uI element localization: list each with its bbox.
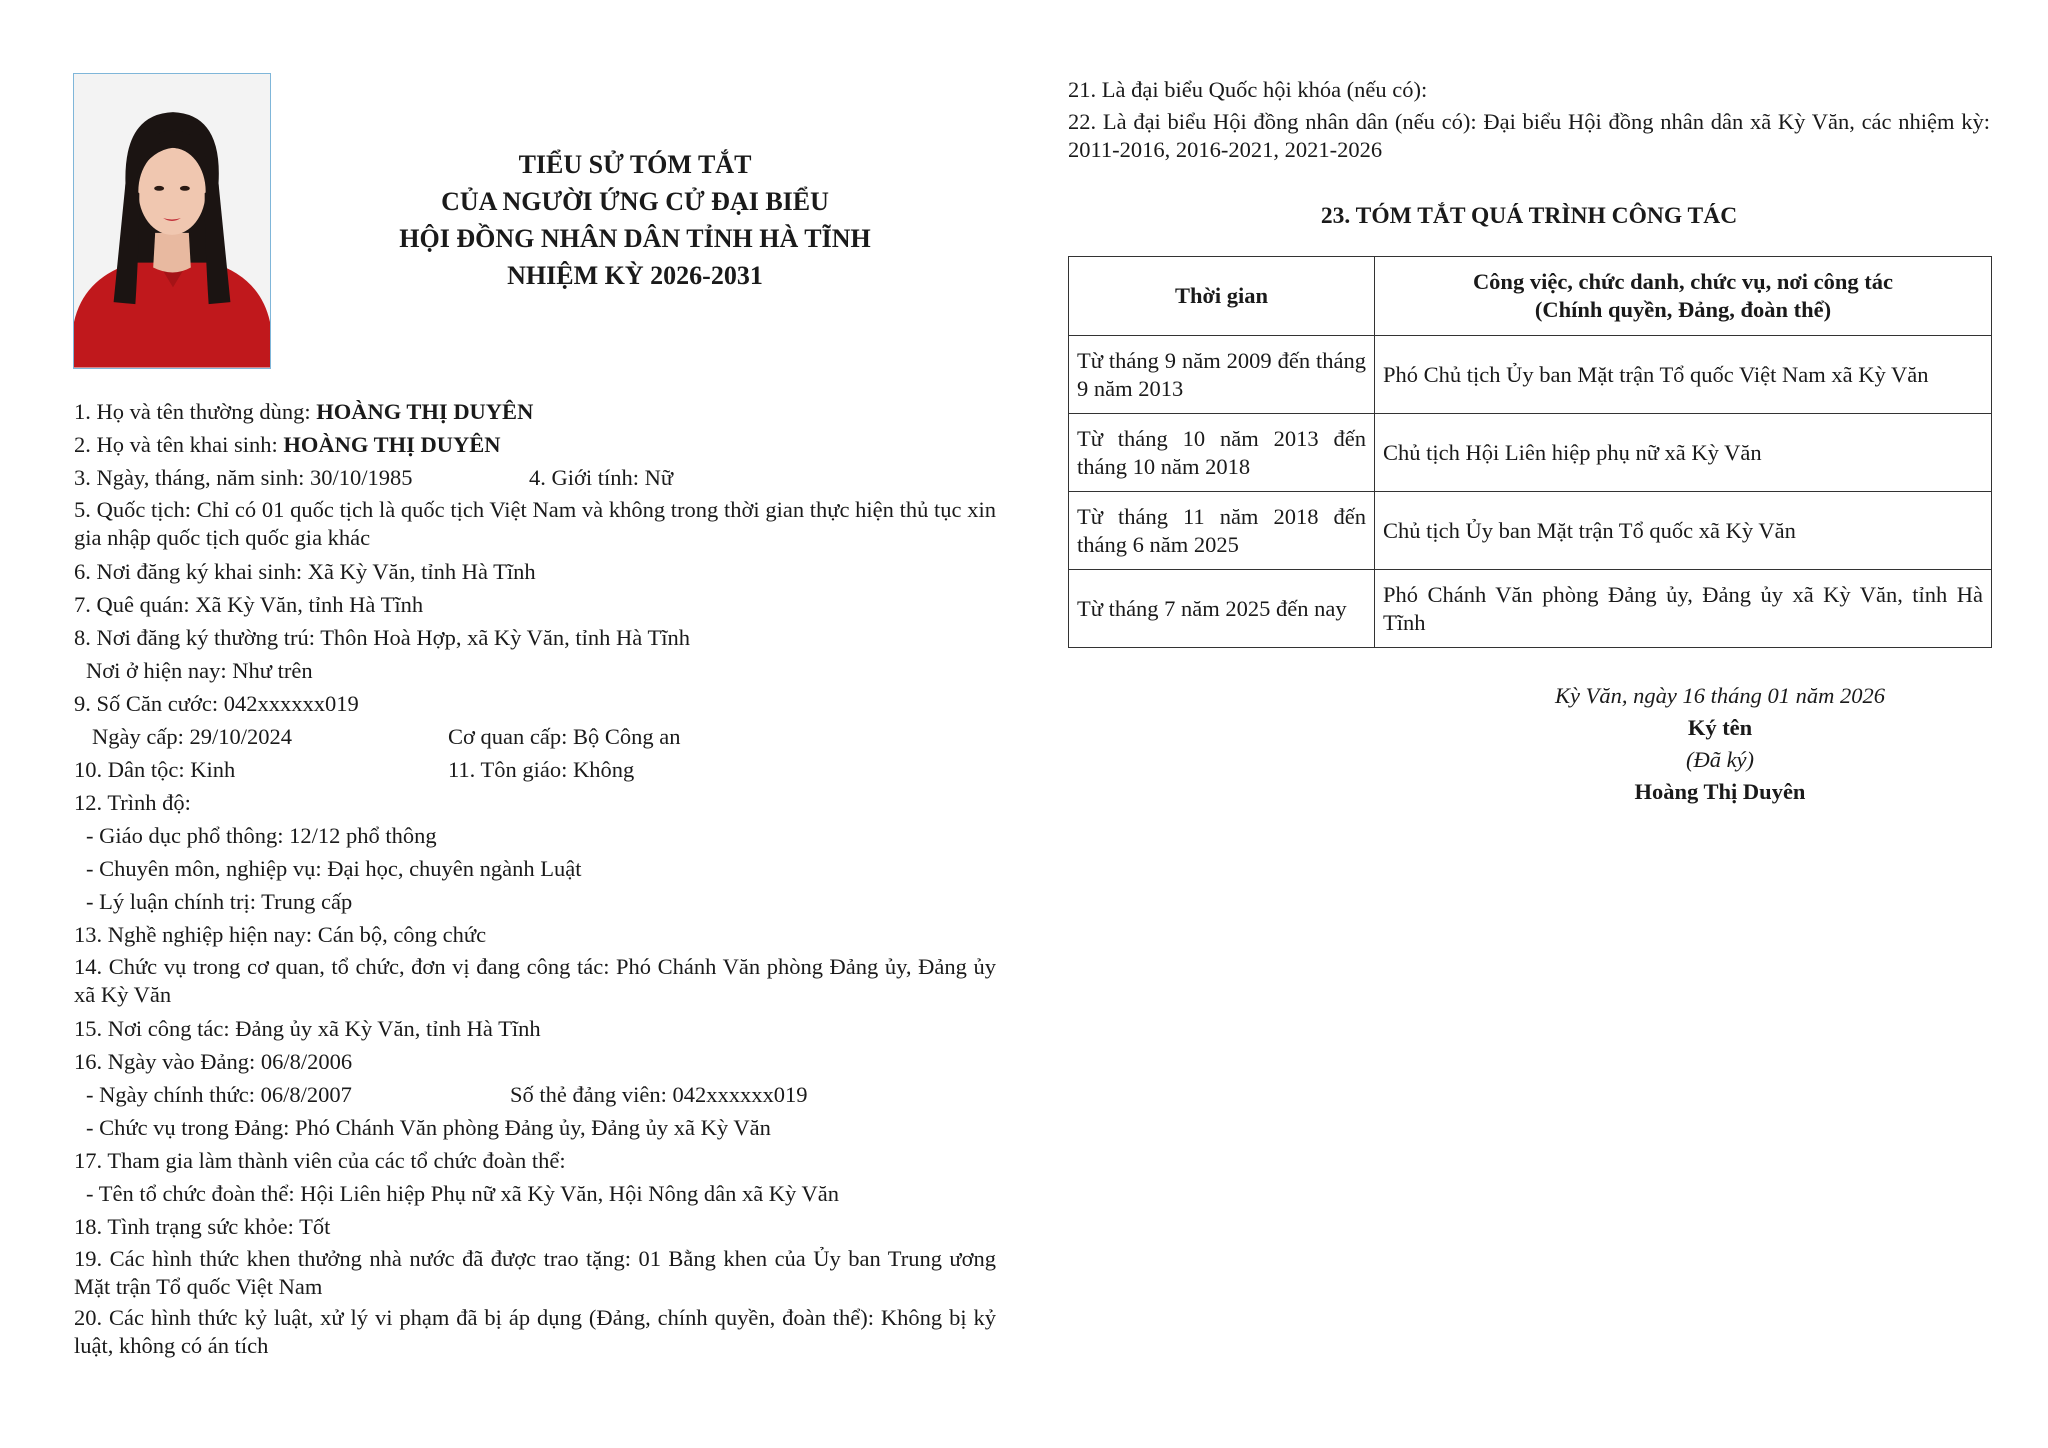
col-job-header: Công việc, chức danh, chức vụ, nơi công tác (Chính quyền, Đảng, đoàn thể) bbox=[1375, 257, 1992, 336]
field-common-name: 1. Họ và tên thường dùng: HOÀNG THỊ DUYÊN bbox=[74, 399, 534, 424]
row-job: Chủ tịch Ủy ban Mặt trận Tổ quốc xã Kỳ Văn bbox=[1375, 492, 1992, 570]
field-birth-name: 2. Họ và tên khai sinh: HOÀNG THỊ DUYÊN bbox=[74, 432, 501, 457]
field-birth-registration: 6. Nơi đăng ký khai sinh: Xã Kỳ Văn, tỉnh Hà Tĩnh bbox=[74, 559, 536, 584]
field-nationality: 5. Quốc tịch: Chỉ có 01 quốc tịch là quốc tịch Việt Nam và không trong thời gian thực hiện thủ tục xin gia nhập quốc tịch quốc gia khác bbox=[74, 497, 996, 550]
field-national-assembly: 21. Là đại biểu Quốc hội khóa (nếu có): bbox=[1068, 77, 1428, 102]
field-organizations-heading: 17. Tham gia làm thành viên của các tổ chức đoàn thể: bbox=[74, 1148, 566, 1173]
field-current-position: 14. Chức vụ trong cơ quan, tổ chức, đơn vị đang công tác: Phó Chánh Văn phòng Đảng ủy, Đảng ủy xã Kỳ Văn bbox=[74, 954, 996, 1007]
table-row bbox=[1069, 492, 1992, 570]
document-title bbox=[340, 146, 930, 294]
field-political-theory: - Lý luận chính trị: Trung cấp bbox=[86, 889, 353, 914]
title-line-3: HỘI ĐỒNG NHÂN DÂN TỈNH HÀ TĨNH bbox=[399, 224, 871, 253]
career-section-title: 23. TÓM TẮT QUÁ TRÌNH CÔNG TÁC bbox=[1320, 203, 1738, 229]
row-time: Từ tháng 10 năm 2013 đến tháng 10 năm 2018 bbox=[1069, 414, 1375, 492]
religion: 11. Tôn giáo: Không bbox=[448, 757, 635, 782]
id-issue-agency: Cơ quan cấp: Bộ Công an bbox=[448, 724, 681, 749]
table-row bbox=[1069, 414, 1992, 492]
title-line-4: NHIỆM KỲ 2026-2031 bbox=[507, 261, 763, 290]
title-line-2: CỦA NGƯỜI ỨNG CỬ ĐẠI BIỂU bbox=[441, 187, 829, 216]
field-general-education: - Giáo dục phổ thông: 12/12 phổ thông bbox=[86, 823, 437, 848]
row-job: Phó Chánh Văn phòng Đảng ủy, Đảng ủy xã Kỳ Văn, tỉnh Hà Tĩnh bbox=[1375, 570, 1992, 648]
field-id-number: 9. Số Căn cước: 042xxxxxx019 bbox=[74, 691, 359, 716]
field-professional-education: - Chuyên môn, nghiệp vụ: Đại học, chuyên ngành Luật bbox=[86, 856, 582, 881]
field-hometown: 7. Quê quán: Xã Kỳ Văn, tỉnh Hà Tĩnh bbox=[74, 592, 424, 617]
gender: 4. Giới tính: Nữ bbox=[529, 465, 674, 490]
field-discipline: 20. Các hình thức kỷ luật, xử lý vi phạm đã bị áp dụng (Đảng, chính quyền, đoàn thể): Không bị kỷ luật, không có án tích bbox=[74, 1305, 996, 1358]
field-ethnicity-religion bbox=[74, 753, 996, 786]
personal-info-section bbox=[74, 395, 996, 1363]
signer-name: Hoàng Thị Duyên bbox=[1634, 779, 1806, 804]
id-issue-date: Ngày cấp: 29/10/2024 bbox=[92, 724, 292, 749]
row-time: Từ tháng 11 năm 2018 đến tháng 6 năm 2025 bbox=[1069, 492, 1375, 570]
common-name-value: HOÀNG THỊ DUYÊN bbox=[316, 399, 534, 424]
field-id-issue bbox=[74, 720, 996, 753]
party-card-number: Số thẻ đảng viên: 042xxxxxx019 bbox=[510, 1082, 808, 1107]
field-party-join-date: 16. Ngày vào Đảng: 06/8/2006 bbox=[74, 1049, 353, 1074]
row-time: Từ tháng 9 năm 2009 đến tháng 9 năm 2013 bbox=[1069, 336, 1375, 414]
field-organizations: - Tên tổ chức đoàn thể: Hội Liên hiệp Phụ nữ xã Kỳ Văn, Hội Nông dân xã Kỳ Văn bbox=[86, 1181, 840, 1206]
party-official-date: - Ngày chính thức: 06/8/2007 bbox=[86, 1082, 352, 1107]
row-time: Từ tháng 7 năm 2025 đến nay bbox=[1069, 570, 1375, 648]
field-occupation: 13. Nghề nghiệp hiện nay: Cán bộ, công chức bbox=[74, 922, 487, 947]
signature-block bbox=[1530, 680, 1910, 808]
field-people-council: 22. Là đại biểu Hội đồng nhân dân (nếu có): Đại biểu Hội đồng nhân dân xã Kỳ Văn, các nhiệm kỳ: 2011-2016, 2016-2021, 2021-2026 bbox=[1068, 109, 1990, 162]
signature-label: Ký tên bbox=[1687, 715, 1753, 740]
birth-date: 3. Ngày, tháng, năm sinh: 30/10/1985 bbox=[74, 465, 413, 490]
title-line-1: TIỂU SỬ TÓM TẮT bbox=[518, 150, 752, 179]
portrait-image bbox=[74, 74, 270, 368]
table-row bbox=[1069, 336, 1992, 414]
ethnicity: 10. Dân tộc: Kinh bbox=[74, 757, 236, 782]
field-party-official bbox=[74, 1078, 996, 1111]
table-row bbox=[1069, 570, 1992, 648]
field-party-position: - Chức vụ trong Đảng: Phó Chánh Văn phòng Đảng ủy, Đảng ủy xã Kỳ Văn bbox=[86, 1115, 771, 1140]
row-job: Chủ tịch Hội Liên hiệp phụ nữ xã Kỳ Văn bbox=[1375, 414, 1992, 492]
field-awards: 19. Các hình thức khen thưởng nhà nước đã được trao tặng: 01 Bằng khen của Ủy ban Trung ương Mặt trận Tổ quốc Việt Nam bbox=[74, 1246, 996, 1299]
field-education-heading: 12. Trình độ: bbox=[74, 790, 191, 815]
signed-note: (Đã ký) bbox=[1685, 747, 1755, 772]
col-time-header: Thời gian bbox=[1069, 257, 1375, 336]
signature-place-date: Kỳ Văn, ngày 16 tháng 01 năm 2026 bbox=[1555, 683, 1885, 708]
row-job: Phó Chủ tịch Ủy ban Mặt trận Tổ quốc Việt Nam xã Kỳ Văn bbox=[1375, 336, 1992, 414]
field-birth-date-gender bbox=[74, 461, 996, 494]
portrait-photo bbox=[73, 73, 271, 369]
representative-info-section bbox=[1068, 73, 1990, 167]
career-table-header bbox=[1069, 257, 1992, 336]
birth-name-value: HOÀNG THỊ DUYÊN bbox=[283, 432, 501, 457]
field-current-residence: Nơi ở hiện nay: Như trên bbox=[86, 658, 313, 683]
field-workplace: 15. Nơi công tác: Đảng ủy xã Kỳ Văn, tỉnh Hà Tĩnh bbox=[74, 1016, 541, 1041]
field-permanent-residence: 8. Nơi đăng ký thường trú: Thôn Hoà Hợp, xã Kỳ Văn, tỉnh Hà Tĩnh bbox=[74, 625, 690, 650]
career-table bbox=[1068, 256, 1992, 648]
field-health: 18. Tình trạng sức khỏe: Tốt bbox=[74, 1214, 331, 1239]
